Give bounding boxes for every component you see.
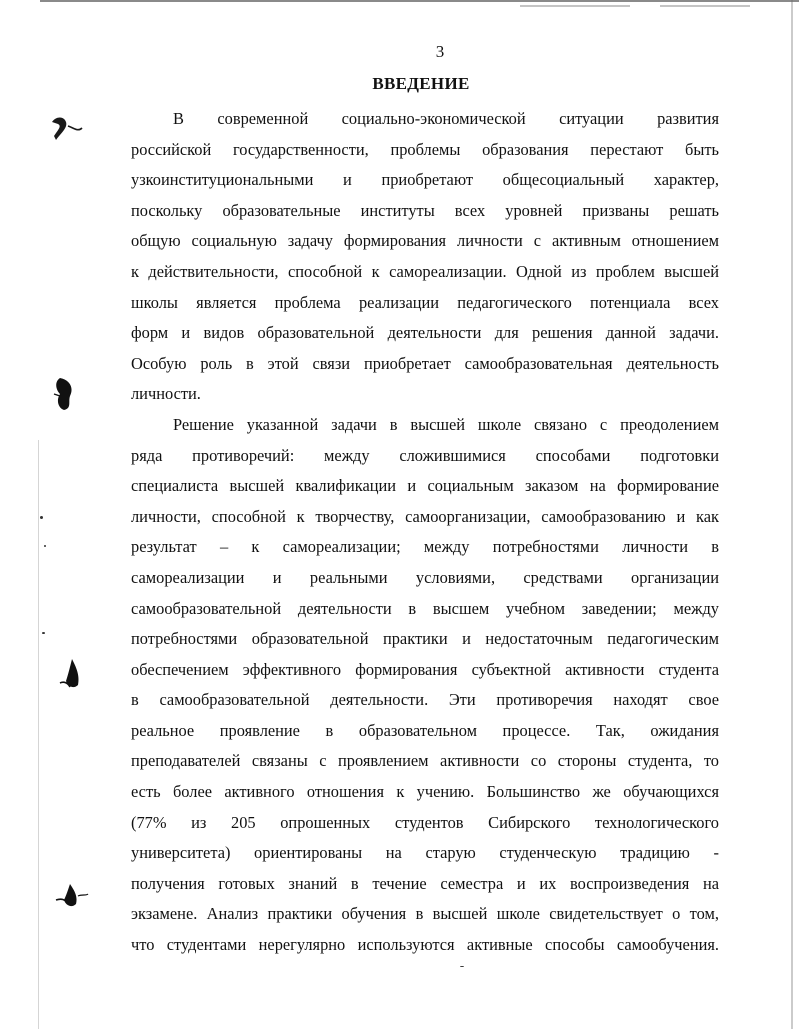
- binding-hole-mark-1: [46, 112, 86, 146]
- text-line: потребностями образовательной практики и недостаточным педагогическим: [131, 629, 719, 649]
- paragraph-1: [131, 104, 719, 410]
- text-line: личности, способной к творчеству, самоорганизации, самообразованию и как: [131, 506, 719, 526]
- paragraph-2: [131, 410, 719, 961]
- binding-hole-mark-4: [52, 878, 92, 916]
- text-line: результат – к самореализации; между потребностями личности в: [131, 537, 719, 557]
- scan-top-dash: [520, 5, 630, 7]
- page-title: ВВЕДЕНИЕ: [372, 74, 470, 93]
- text-line: экзамене. Анализ практики обучения в высшей школе свидетельствует о том,: [131, 904, 719, 924]
- text-line: Решение указанной задачи в высшей школе связано с преодолением: [173, 414, 719, 434]
- text-line: обеспечением эффективного формирования субъектной активности студента: [131, 659, 719, 679]
- text-line: к действительности, способной к самореализации. Одной из проблем высшей: [131, 261, 719, 281]
- text-line: что студентами нерегулярно используются активные способы самообучения.: [131, 935, 719, 955]
- text-line: Особую роль в этой связи приобретает самообразовательная деятельность: [131, 353, 719, 373]
- scan-right-edge: [791, 0, 793, 1029]
- text-line: узкоинституциональными и приобретают общесоциальный характер,: [131, 170, 719, 190]
- text-line: (77% из 205 опрошенных студентов Сибирского технологического: [131, 812, 719, 832]
- text-line: получения готовых знаний в течение семестра и их воспроизведения на: [131, 873, 719, 893]
- binding-hole-mark-3: [56, 655, 90, 695]
- text-line: самореализации и реальными условиями, средствами организации: [131, 567, 719, 587]
- scan-left-edge: [38, 440, 39, 1029]
- text-line: российской государственности, проблемы образования перестают быть: [131, 139, 719, 159]
- body-text: [131, 104, 719, 961]
- text-line: самообразовательной деятельности в высшем учебном заведении; между: [131, 598, 719, 618]
- text-line: школы является проблема реализации педагогического потенциала всех: [131, 292, 719, 312]
- text-line: поскольку образовательные институты всех уровней призваны решать: [131, 200, 719, 220]
- text-line: В современной социально-экономической ситуации развития: [173, 109, 719, 128]
- text-line: специалиста высшей квалификации и социальным заказом на формирование: [131, 476, 719, 496]
- text-line: реальное проявление в образовательном процессе. Так, ожидания: [131, 720, 719, 740]
- scan-top-dash: [660, 5, 750, 7]
- text-line: форм и видов образовательной деятельности для решения данной задачи.: [131, 323, 719, 343]
- text-line: есть более активного отношения к учению. Большинство же обучающихся: [131, 782, 719, 802]
- text-line: преподавателей связаны с проявлением активности со стороны студента, то: [131, 751, 719, 771]
- scan-speck: [460, 966, 464, 967]
- page-number: 3: [435, 42, 445, 61]
- text-line: университета) ориентированы на старую студенческую традицию -: [131, 843, 719, 863]
- binding-hole-mark-2: [50, 374, 80, 414]
- text-line: ряда противоречий: между сложившимися способами подготовки: [131, 445, 719, 465]
- scan-speck: [42, 632, 45, 634]
- text-line: в самообразовательной деятельности. Эти противоречия находят свое: [131, 690, 719, 710]
- scan-speck: [40, 516, 43, 519]
- scan-speck: [44, 545, 46, 547]
- text-line: общую социальную задачу формирования личности с активным отношением: [131, 231, 719, 251]
- text-line: личности.: [131, 384, 201, 404]
